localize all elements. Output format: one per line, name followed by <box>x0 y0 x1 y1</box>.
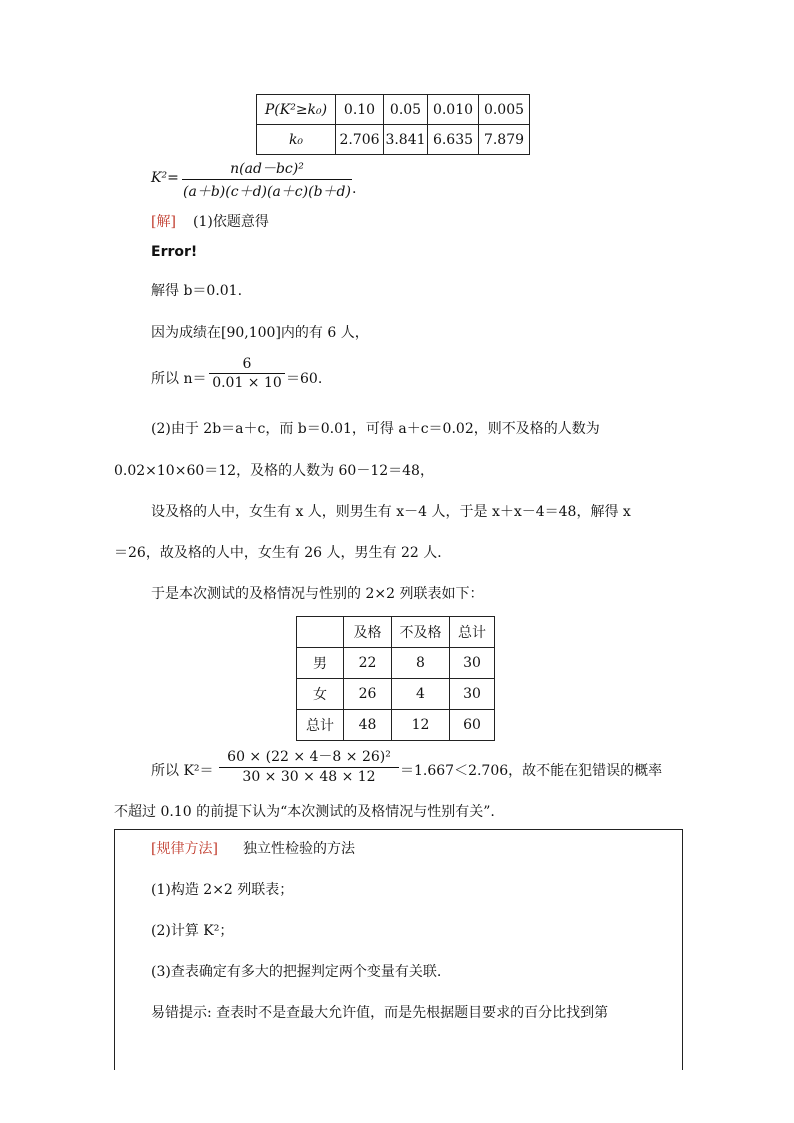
table-cell: 7.879 <box>479 125 530 155</box>
table-cell: 女 <box>297 679 344 710</box>
table-cell: 0.10 <box>336 95 384 125</box>
part2-line1: (2)由于 2b＝a＋c，而 b＝0.01，可得 a＋c＝0.02，则不及格的人数为 <box>151 421 600 437</box>
contingency-table <box>296 616 495 741</box>
critical-value-table <box>256 94 530 155</box>
part2-line5: 于是本次测试的及格情况与性别的 2×2 列联表如下： <box>151 586 484 602</box>
table-cell: 48 <box>344 710 392 741</box>
table-cell: 60 <box>450 710 495 741</box>
formula-denominator: (a＋b)(c＋d)(a＋c)(b＋d) <box>183 184 351 200</box>
table-cell: 4 <box>392 679 450 710</box>
table-cell: 0.005 <box>479 95 530 125</box>
method-warning: 易错提示: 查表时不是查最大允许值，而是先根据题目要求的百分比找到第 <box>151 1005 609 1021</box>
table-header-cell: 及格 <box>344 617 392 648</box>
part2-line3: 设及格的人中，女生有 x 人，则男生有 x－4 人，于是 x＋x－4＝48，解得 x <box>151 504 631 520</box>
table-row <box>297 679 495 710</box>
fraction-bar <box>209 373 285 374</box>
part2-line4: ＝26，故及格的人中，女生有 26 人，男生有 22 人． <box>114 545 452 561</box>
error-text: Error! <box>151 244 198 260</box>
formula-numerator: n(ad－bc)² <box>230 161 304 177</box>
table-cell: 30 <box>450 679 495 710</box>
method-step1: (1)构造 2×2 列联表； <box>151 882 294 898</box>
table-row-label: k₀ <box>257 125 336 155</box>
fraction-bar <box>182 179 352 180</box>
table-cell: 0.05 <box>384 95 428 125</box>
method-step3: (3)查表确定有多大的把握判定两个变量有关联. <box>151 964 442 980</box>
part1-intro: (1)依题意得 <box>193 214 269 230</box>
n-denominator: 0.01 × 10 <box>212 375 282 391</box>
fraction-bar <box>219 767 399 768</box>
table-cell: 3.841 <box>384 125 428 155</box>
table-header-cell <box>297 617 344 648</box>
table-row <box>297 710 495 741</box>
table-cell: 男 <box>297 648 344 679</box>
formula-fraction <box>182 158 352 201</box>
table-row-label: P(K²≥k₀) <box>257 95 336 125</box>
n-fraction <box>209 356 285 391</box>
table-row <box>297 648 495 679</box>
n-prefix: 所以 n＝ <box>151 371 207 387</box>
solution-tag: [解] <box>151 214 176 230</box>
table-cell: 6.635 <box>428 125 479 155</box>
table-cell: 8 <box>392 648 450 679</box>
n-numerator: 6 <box>242 356 252 372</box>
table-cell: 30 <box>450 648 495 679</box>
table-header-cell: 不及格 <box>392 617 450 648</box>
table-cell: 总计 <box>297 710 344 741</box>
table-cell: 0.010 <box>428 95 479 125</box>
k2-denominator: 30 × 30 × 48 × 12 <box>242 769 376 785</box>
k2-result: ＝1.667＜2.706，故不能在犯错误的概率 <box>400 763 663 779</box>
solve-b-line: 解得 b＝0.01. <box>151 283 243 299</box>
count-line: 因为成绩在[90,100]内的有 6 人， <box>151 325 369 341</box>
table-header-cell: 总计 <box>450 617 495 648</box>
method-tag: [规律方法] <box>151 841 218 857</box>
k2-numerator: 60 × (22 × 4－8 × 26)² <box>227 749 391 765</box>
k2-fraction <box>219 746 399 785</box>
method-box <box>114 829 683 1070</box>
k2-prefix: 所以 K²＝ <box>151 763 214 779</box>
table-cell: 26 <box>344 679 392 710</box>
table-cell: 12 <box>392 710 450 741</box>
method-title: 独立性检验的方法 <box>243 841 355 857</box>
k2-conclusion: 不超过 0.10 的前提下认为“本次测试的及格情况与性别有关”. <box>114 804 495 820</box>
method-step2: (2)计算 K²； <box>151 923 234 939</box>
table-cell: 2.706 <box>336 125 384 155</box>
formula-lhs: K²= <box>151 170 179 186</box>
formula-period: . <box>352 181 357 197</box>
table-cell: 22 <box>344 648 392 679</box>
part2-line2: 0.02×10×60＝12，及格的人数为 60－12＝48， <box>114 463 434 479</box>
n-result: ＝60. <box>286 371 323 387</box>
